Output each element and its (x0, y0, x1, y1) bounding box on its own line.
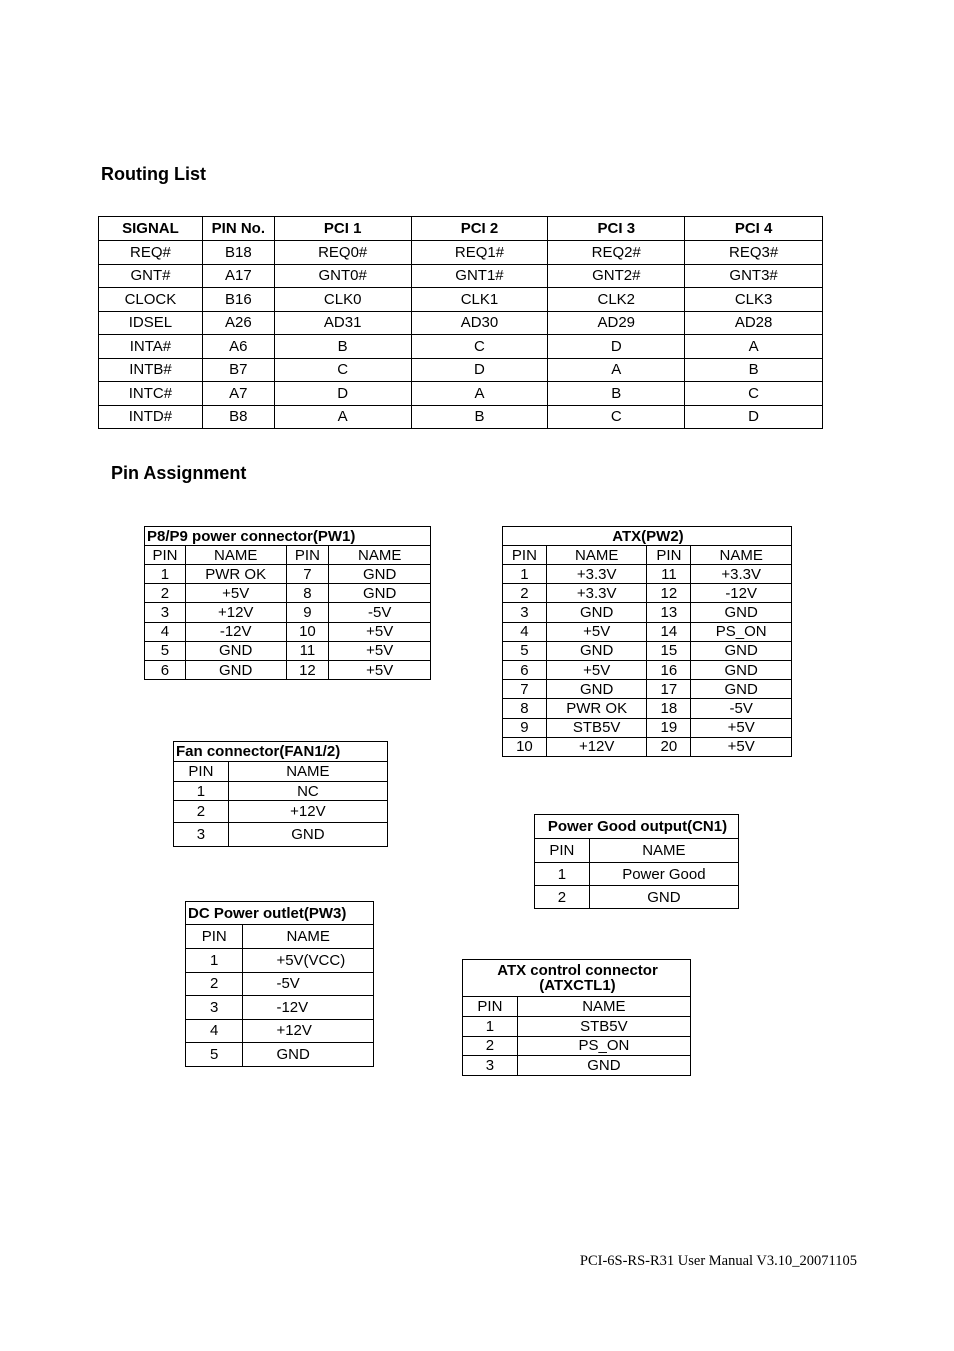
table-cell: 2 (503, 584, 547, 603)
table-cell: PWR OK (546, 699, 647, 718)
table-cell: +5V(VCC) (243, 949, 374, 973)
table-cell: 7 (503, 680, 547, 699)
table-row (174, 782, 388, 801)
table-row (99, 382, 823, 406)
column-header: PCI 3 (548, 217, 685, 241)
table-cell: CLK0 (274, 288, 411, 312)
table-cell: CLK1 (411, 288, 548, 312)
table-cell: CLK2 (548, 288, 685, 312)
routing-header-row (99, 217, 823, 241)
column-header: NAME (517, 997, 690, 1017)
atxctl-table (462, 959, 691, 1076)
table-cell: PS_ON (517, 1036, 690, 1056)
column-header: NAME (589, 839, 738, 863)
table-cell: INTC# (99, 382, 203, 406)
routing-list-heading: Routing List (101, 164, 206, 184)
table-cell: 1 (463, 1017, 518, 1037)
table-row (535, 886, 739, 909)
table-cell: IDSEL (99, 311, 203, 335)
column-header: PIN (647, 546, 691, 565)
table-row (503, 718, 792, 737)
page-footer: PCI-6S-RS-R31 User Manual V3.10_20071105 (579, 1253, 857, 1269)
table-cell: +5V (546, 622, 647, 641)
table-cell: 6 (145, 660, 186, 679)
table-row (174, 823, 388, 847)
table-cell: -5V (243, 972, 374, 996)
atxctl-caption-line2: (ATXCTL1) (539, 977, 616, 994)
table-row (463, 1036, 691, 1056)
table-cell: 2 (186, 972, 243, 996)
atxctl-header-row (463, 997, 691, 1017)
table-row (186, 996, 374, 1020)
table-cell: B (685, 358, 823, 382)
table-cell: B16 (202, 288, 274, 312)
table-cell: STB5V (517, 1017, 690, 1037)
table-cell: +5V (185, 584, 286, 603)
table-cell: B (411, 405, 548, 429)
table-cell: B7 (202, 358, 274, 382)
table-cell: CLOCK (99, 288, 203, 312)
table-cell: INTD# (99, 405, 203, 429)
table-cell: NC (228, 782, 387, 801)
table-row (535, 863, 739, 886)
table-cell: PS_ON (691, 622, 792, 641)
table-cell: 15 (647, 641, 691, 660)
table-cell: 3 (174, 823, 229, 847)
table-row (503, 737, 792, 756)
table-cell: 9 (286, 603, 329, 622)
table-row (503, 603, 792, 622)
table-cell: C (548, 405, 685, 429)
column-header: NAME (691, 546, 792, 565)
table-row (99, 335, 823, 359)
table-cell: 1 (535, 863, 590, 886)
table-cell: +5V (546, 660, 647, 679)
pin-assignment-heading: Pin Assignment (111, 463, 247, 483)
table-cell: GND (589, 886, 738, 909)
table-cell: 7 (286, 565, 329, 584)
table-cell: 1 (145, 565, 186, 584)
table-cell: 14 (647, 622, 691, 641)
table-cell: GND (546, 603, 647, 622)
routing-table (98, 216, 823, 429)
table-cell: REQ0# (274, 241, 411, 265)
table-cell: 2 (535, 886, 590, 909)
table-row (186, 1043, 374, 1067)
fan-header-row (174, 762, 388, 782)
table-row (99, 264, 823, 288)
cn1-table (534, 814, 739, 909)
table-cell: 3 (463, 1056, 518, 1076)
table-cell: AD31 (274, 311, 411, 335)
table-cell: +5V (691, 718, 792, 737)
table-cell: B (548, 382, 685, 406)
table-cell: 1 (174, 782, 229, 801)
table-cell: AD30 (411, 311, 548, 335)
column-header: PIN (503, 546, 547, 565)
table-cell: -12V (243, 996, 374, 1020)
column-header: PCI 2 (411, 217, 548, 241)
column-header: PIN No. (202, 217, 274, 241)
pw3-header-row (186, 925, 374, 949)
table-cell: B8 (202, 405, 274, 429)
fan-table (173, 741, 388, 847)
table-cell: GND (329, 565, 431, 584)
table-row (145, 660, 431, 679)
table-cell: A (548, 358, 685, 382)
table-row (145, 622, 431, 641)
table-cell: AD29 (548, 311, 685, 335)
table-cell: -12V (185, 622, 286, 641)
table-cell: +3.3V (546, 584, 647, 603)
table-row (145, 641, 431, 660)
column-header: PCI 4 (685, 217, 823, 241)
table-row (99, 241, 823, 265)
table-cell: -5V (329, 603, 431, 622)
table-cell: 1 (503, 565, 547, 584)
table-row (503, 622, 792, 641)
table-row (99, 405, 823, 429)
pw2-caption: ATX(PW2) (503, 527, 792, 546)
table-row (503, 699, 792, 718)
table-cell: A (411, 382, 548, 406)
table-cell: 5 (186, 1043, 243, 1067)
table-cell: GNT1# (411, 264, 548, 288)
column-header: NAME (546, 546, 647, 565)
table-row (463, 1017, 691, 1037)
table-cell: GND (329, 584, 431, 603)
column-header: NAME (243, 925, 374, 949)
table-cell: C (411, 335, 548, 359)
table-cell: AD28 (685, 311, 823, 335)
table-cell: 6 (503, 660, 547, 679)
pw2-header-row (503, 546, 792, 565)
table-cell: GND (243, 1043, 374, 1067)
cn1-header-row (535, 839, 739, 863)
table-cell: 12 (286, 660, 329, 679)
table-row (145, 603, 431, 622)
table-cell: REQ3# (685, 241, 823, 265)
table-cell: GNT3# (685, 264, 823, 288)
table-cell: GNT# (99, 264, 203, 288)
table-row (503, 641, 792, 660)
table-cell: +12V (185, 603, 286, 622)
table-cell: GND (228, 823, 387, 847)
table-cell: D (411, 358, 548, 382)
table-cell: 1 (186, 949, 243, 973)
table-cell: PWR OK (185, 565, 286, 584)
table-cell: GND (691, 660, 792, 679)
table-cell: 3 (186, 996, 243, 1020)
table-cell: GND (691, 680, 792, 699)
column-header: NAME (185, 546, 286, 565)
table-cell: REQ# (99, 241, 203, 265)
table-cell: 3 (145, 603, 186, 622)
pw3-caption: DC Power outlet(PW3) (186, 902, 374, 925)
table-cell: +5V (329, 622, 431, 641)
table-cell: 5 (145, 641, 186, 660)
pw1-caption: P8/P9 power connector(PW1) (145, 527, 431, 546)
table-row (186, 1019, 374, 1043)
table-cell: B18 (202, 241, 274, 265)
table-row (145, 565, 431, 584)
column-header: PIN (286, 546, 329, 565)
table-cell: GND (691, 603, 792, 622)
table-cell: +12V (243, 1019, 374, 1043)
table-cell: GND (185, 660, 286, 679)
table-row (174, 801, 388, 823)
table-cell: -12V (691, 584, 792, 603)
table-cell: 4 (145, 622, 186, 641)
table-cell: Power Good (589, 863, 738, 886)
table-cell: STB5V (546, 718, 647, 737)
table-cell: C (685, 382, 823, 406)
fan-caption: Fan connector(FAN1/2) (174, 742, 388, 762)
table-cell: C (274, 358, 411, 382)
table-cell: 11 (647, 565, 691, 584)
table-row (99, 311, 823, 335)
table-cell: A7 (202, 382, 274, 406)
table-cell: 8 (286, 584, 329, 603)
table-row (145, 584, 431, 603)
column-header: PIN (186, 925, 243, 949)
table-cell: 3 (503, 603, 547, 622)
table-cell: 8 (503, 699, 547, 718)
table-cell: REQ1# (411, 241, 548, 265)
table-cell: D (548, 335, 685, 359)
cn1-caption: Power Good output(CN1) (535, 815, 739, 839)
table-cell: +3.3V (691, 565, 792, 584)
table-cell: CLK3 (685, 288, 823, 312)
table-row (503, 565, 792, 584)
table-cell: A (274, 405, 411, 429)
table-cell: +5V (329, 641, 431, 660)
pw1-header-row (145, 546, 431, 565)
atxctl-caption (463, 960, 691, 997)
table-cell: GNT0# (274, 264, 411, 288)
table-cell: INTB# (99, 358, 203, 382)
table-row (99, 358, 823, 382)
table-cell: +5V (329, 660, 431, 679)
table-cell: A17 (202, 264, 274, 288)
table-cell: GNT2# (548, 264, 685, 288)
table-cell: 10 (286, 622, 329, 641)
table-row (503, 584, 792, 603)
table-cell: +3.3V (546, 565, 647, 584)
table-cell: A6 (202, 335, 274, 359)
table-cell: GND (517, 1056, 690, 1076)
table-cell: 17 (647, 680, 691, 699)
column-header: PIN (145, 546, 186, 565)
table-cell: +5V (691, 737, 792, 756)
column-header: NAME (329, 546, 431, 565)
table-cell: 9 (503, 718, 547, 737)
table-row (463, 1056, 691, 1076)
table-cell: 11 (286, 641, 329, 660)
table-row (186, 949, 374, 973)
table-cell: 4 (186, 1019, 243, 1043)
table-cell: GND (691, 641, 792, 660)
column-header: PIN (535, 839, 590, 863)
table-cell: +12V (546, 737, 647, 756)
table-cell: 10 (503, 737, 547, 756)
column-header: NAME (228, 762, 387, 782)
table-cell: -5V (691, 699, 792, 718)
pw3-table (185, 901, 374, 1067)
table-cell: GND (546, 680, 647, 699)
table-row (503, 680, 792, 699)
table-cell: 12 (647, 584, 691, 603)
table-cell: 19 (647, 718, 691, 737)
table-cell: GND (185, 641, 286, 660)
column-header: PIN (174, 762, 229, 782)
table-row (99, 288, 823, 312)
table-cell: 2 (174, 801, 229, 823)
table-cell: D (685, 405, 823, 429)
table-cell: GND (546, 641, 647, 660)
table-cell: A (685, 335, 823, 359)
table-cell: 2 (463, 1036, 518, 1056)
table-cell: INTA# (99, 335, 203, 359)
column-header: PIN (463, 997, 518, 1017)
table-row (186, 972, 374, 996)
table-cell: 2 (145, 584, 186, 603)
table-cell: D (274, 382, 411, 406)
column-header: PCI 1 (274, 217, 411, 241)
table-cell: 20 (647, 737, 691, 756)
table-cell: A26 (202, 311, 274, 335)
table-cell: 5 (503, 641, 547, 660)
pw1-table (144, 526, 431, 680)
table-cell: 13 (647, 603, 691, 622)
column-header: SIGNAL (99, 217, 203, 241)
table-cell: 18 (647, 699, 691, 718)
atxctl-caption-line1: ATX control connector (497, 962, 658, 979)
table-cell: REQ2# (548, 241, 685, 265)
table-cell: 16 (647, 660, 691, 679)
table-row (503, 660, 792, 679)
table-cell: B (274, 335, 411, 359)
table-cell: +12V (228, 801, 387, 823)
pw2-table (502, 526, 792, 757)
table-cell: 4 (503, 622, 547, 641)
